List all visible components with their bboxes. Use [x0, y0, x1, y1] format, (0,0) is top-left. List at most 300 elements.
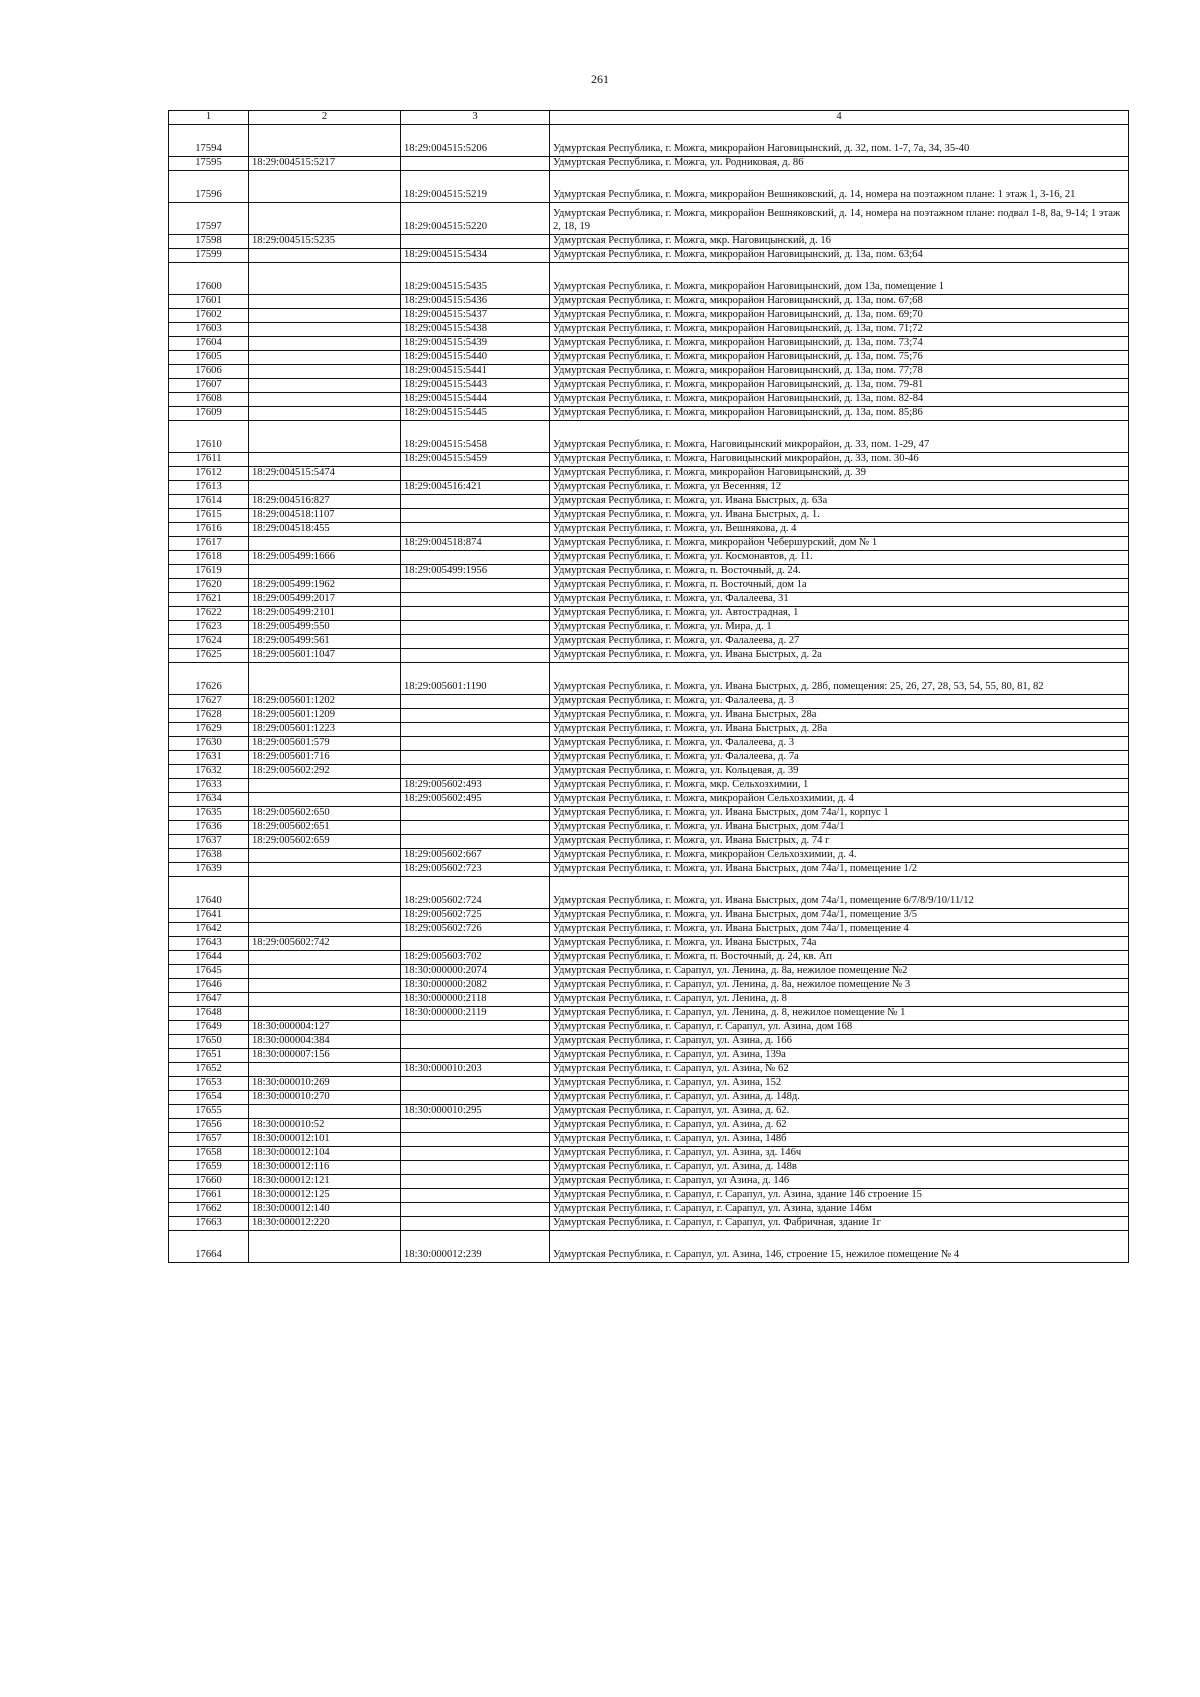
- table-row: [169, 294, 1129, 308]
- cadastral-number-building-cell: [401, 1202, 550, 1216]
- table-row: [169, 234, 1129, 248]
- cadastral-number-building-cell: [401, 1132, 550, 1146]
- row-number-cell: 17619: [169, 564, 249, 578]
- table-row: [169, 806, 1129, 820]
- cadastral-number-land-cell: 18:29:005601:579: [249, 736, 401, 750]
- table-row: [169, 862, 1129, 876]
- cadastral-number-land-cell: [249, 262, 401, 294]
- cadastral-number-building-cell: 18:29:004515:5443: [401, 378, 550, 392]
- row-number-cell: 17631: [169, 750, 249, 764]
- cadastral-number-land-cell: 18:30:000012:140: [249, 1202, 401, 1216]
- table-row: [169, 736, 1129, 750]
- address-cell: Удмуртская Республика, г. Можга, ул. Ивана Быстрых, д. 28б, помещения: 25, 26, 27, 28, 53, 54, 55, 80, 81, 82: [550, 662, 1129, 694]
- cadastral-number-building-cell: [401, 1216, 550, 1230]
- column-header-2: 2: [249, 111, 401, 125]
- cadastral-number-building-cell: 18:30:000000:2119: [401, 1006, 550, 1020]
- address-cell: Удмуртская Республика, г. Можга, микрорайон Наговицынский, д. 13а, пом. 63;64: [550, 248, 1129, 262]
- cadastral-number-building-cell: 18:30:000000:2082: [401, 978, 550, 992]
- table-row: [169, 262, 1129, 294]
- row-number-cell: 17629: [169, 722, 249, 736]
- row-number-cell: 17630: [169, 736, 249, 750]
- cadastral-number-land-cell: [249, 308, 401, 322]
- row-number-cell: 17640: [169, 876, 249, 908]
- cadastral-number-land-cell: [249, 536, 401, 550]
- row-number-cell: 17643: [169, 936, 249, 950]
- address-cell: Удмуртская Республика, г. Можга, ул. Ивана Быстрых, дом 74а/1, корпус 1: [550, 806, 1129, 820]
- table-row: [169, 1174, 1129, 1188]
- address-cell: Удмуртская Республика, г. Можга, микрорайон Наговицынский, дом 13а, помещение 1: [550, 262, 1129, 294]
- row-number-cell: 17594: [169, 124, 249, 156]
- cadastral-number-land-cell: 18:29:005601:1209: [249, 708, 401, 722]
- table-row: [169, 1202, 1129, 1216]
- cadastral-number-land-cell: [249, 294, 401, 308]
- table-row: [169, 1048, 1129, 1062]
- row-number-cell: 17646: [169, 978, 249, 992]
- cadastral-number-land-cell: [249, 248, 401, 262]
- table-row: [169, 634, 1129, 648]
- cadastral-number-building-cell: [401, 694, 550, 708]
- row-number-cell: 17653: [169, 1076, 249, 1090]
- cadastral-number-building-cell: 18:30:000012:239: [401, 1230, 550, 1262]
- table-row: [169, 336, 1129, 350]
- address-cell: Удмуртская Республика, г. Можга, ул. Ивана Быстрых, 74а: [550, 936, 1129, 950]
- table-row: [169, 722, 1129, 736]
- address-cell: Удмуртская Республика, г. Можга, Наговицынский микрорайон, д. 33, пом. 1-29, 47: [550, 420, 1129, 452]
- cadastral-number-land-cell: 18:29:004515:5474: [249, 466, 401, 480]
- row-number-cell: 17637: [169, 834, 249, 848]
- page-number: 261: [591, 72, 609, 86]
- row-number-cell: 17644: [169, 950, 249, 964]
- address-cell: Удмуртская Республика, г. Можга, микрорайон Наговицынский, д. 13а, пом. 71;72: [550, 322, 1129, 336]
- cadastral-number-building-cell: [401, 522, 550, 536]
- address-cell: Удмуртская Республика, г. Можга, микрорайон Сельхозхимии, д. 4.: [550, 848, 1129, 862]
- cadastral-number-land-cell: [249, 202, 401, 234]
- cadastral-number-building-cell: 18:29:004515:5440: [401, 350, 550, 364]
- address-cell: Удмуртская Республика, г. Сарапул, г. Сарапул, ул. Фабричная, здание 1г: [550, 1216, 1129, 1230]
- address-cell: Удмуртская Республика, г. Сарапул, ул. Азина, зд. 146ч: [550, 1146, 1129, 1160]
- row-number-cell: 17610: [169, 420, 249, 452]
- column-header-4: 4: [550, 111, 1129, 125]
- address-cell: Удмуртская Республика, г. Сарапул, ул. Азина, № 62: [550, 1062, 1129, 1076]
- cadastral-number-building-cell: 18:29:004518:874: [401, 536, 550, 550]
- cadastral-number-land-cell: [249, 876, 401, 908]
- table-row: [169, 1034, 1129, 1048]
- cadastral-number-land-cell: 18:30:000012:125: [249, 1188, 401, 1202]
- table-row: [169, 620, 1129, 634]
- cadastral-number-land-cell: 18:29:004516:827: [249, 494, 401, 508]
- table-row: [169, 322, 1129, 336]
- table-row: [169, 420, 1129, 452]
- row-number-cell: 17626: [169, 662, 249, 694]
- row-number-cell: 17652: [169, 1062, 249, 1076]
- table-row: [169, 202, 1129, 234]
- table-row: [169, 764, 1129, 778]
- cadastral-number-land-cell: 18:29:005601:1047: [249, 648, 401, 662]
- row-number-cell: 17650: [169, 1034, 249, 1048]
- cadastral-number-land-cell: 18:30:000010:52: [249, 1118, 401, 1132]
- row-number-cell: 17604: [169, 336, 249, 350]
- address-cell: Удмуртская Республика, г. Можга, ул. Космонавтов, д. 11.: [550, 550, 1129, 564]
- table-row: [169, 1160, 1129, 1174]
- cadastral-number-land-cell: 18:29:005499:1666: [249, 550, 401, 564]
- row-number-cell: 17664: [169, 1230, 249, 1262]
- cadastral-number-land-cell: 18:29:004515:5217: [249, 156, 401, 170]
- cadastral-number-building-cell: 18:29:005602:493: [401, 778, 550, 792]
- address-cell: Удмуртская Республика, г. Можга, ул. Ивана Быстрых, д. 63а: [550, 494, 1129, 508]
- address-cell: Удмуртская Республика, г. Можга, мкр. Наговицынский, д. 16: [550, 234, 1129, 248]
- row-number-cell: 17616: [169, 522, 249, 536]
- row-number-cell: 17607: [169, 378, 249, 392]
- row-number-cell: 17660: [169, 1174, 249, 1188]
- table-row: [169, 124, 1129, 156]
- address-cell: Удмуртская Республика, г. Можга, ул. Фалалеева, д. 7а: [550, 750, 1129, 764]
- cadastral-number-building-cell: [401, 834, 550, 848]
- row-number-cell: 17628: [169, 708, 249, 722]
- row-number-cell: 17641: [169, 908, 249, 922]
- cadastral-number-land-cell: [249, 908, 401, 922]
- address-cell: Удмуртская Республика, г. Сарапул, ул. Ленина, д. 8: [550, 992, 1129, 1006]
- table-row: [169, 350, 1129, 364]
- table-row: [169, 466, 1129, 480]
- cadastral-number-building-cell: [401, 620, 550, 634]
- address-cell: Удмуртская Республика, г. Можга, микрорайон Чебершурский, дом № 1: [550, 536, 1129, 550]
- address-cell: Удмуртская Республика, г. Сарапул, ул. Азина, д. 62: [550, 1118, 1129, 1132]
- table-row: [169, 1006, 1129, 1020]
- row-number-cell: 17635: [169, 806, 249, 820]
- cadastral-number-land-cell: [249, 336, 401, 350]
- cadastral-number-land-cell: [249, 848, 401, 862]
- cadastral-number-land-cell: [249, 792, 401, 806]
- row-number-cell: 17621: [169, 592, 249, 606]
- cadastral-number-land-cell: 18:30:000007:156: [249, 1048, 401, 1062]
- cadastral-number-building-cell: [401, 156, 550, 170]
- address-cell: Удмуртская Республика, г. Сарапул, г. Сарапул, ул. Азина, здание 146м: [550, 1202, 1129, 1216]
- cadastral-number-building-cell: 18:29:004516:421: [401, 480, 550, 494]
- cadastral-number-land-cell: [249, 364, 401, 378]
- table-row: [169, 1146, 1129, 1160]
- address-cell: Удмуртская Республика, г. Сарапул, г. Сарапул, ул. Азина, дом 168: [550, 1020, 1129, 1034]
- cadastral-number-building-cell: [401, 708, 550, 722]
- cadastral-number-land-cell: [249, 480, 401, 494]
- cadastral-number-building-cell: [401, 1048, 550, 1062]
- cadastral-number-land-cell: [249, 862, 401, 876]
- address-cell: Удмуртская Республика, г. Можга, ул. Родниковая, д. 86: [550, 156, 1129, 170]
- cadastral-number-land-cell: 18:29:005602:292: [249, 764, 401, 778]
- address-cell: Удмуртская Республика, г. Можга, мкр. Сельхозхимии, 1: [550, 778, 1129, 792]
- cadastral-number-building-cell: [401, 1034, 550, 1048]
- address-cell: Удмуртская Республика, г. Можга, Наговицынский микрорайон, д. 33, пом. 30-46: [550, 452, 1129, 466]
- address-cell: Удмуртская Республика, г. Сарапул, ул. Азина, д. 62.: [550, 1104, 1129, 1118]
- address-cell: Удмуртская Республика, г. Можга, п. Восточный, д. 24, кв. Ап: [550, 950, 1129, 964]
- cadastral-number-land-cell: 18:30:000012:121: [249, 1174, 401, 1188]
- cadastral-number-land-cell: [249, 564, 401, 578]
- cadastral-number-building-cell: [401, 234, 550, 248]
- table-row: [169, 992, 1129, 1006]
- cadastral-number-building-cell: [401, 578, 550, 592]
- row-number-cell: 17661: [169, 1188, 249, 1202]
- table-row: [169, 964, 1129, 978]
- cadastral-number-land-cell: [249, 1104, 401, 1118]
- cadastral-number-building-cell: [401, 1076, 550, 1090]
- row-number-cell: 17649: [169, 1020, 249, 1034]
- cadastral-number-land-cell: 18:30:000004:384: [249, 1034, 401, 1048]
- cadastral-number-building-cell: [401, 550, 550, 564]
- row-number-cell: 17595: [169, 156, 249, 170]
- cadastral-number-building-cell: [401, 1118, 550, 1132]
- row-number-cell: 17598: [169, 234, 249, 248]
- cadastral-number-building-cell: 18:29:004515:5444: [401, 392, 550, 406]
- cadastral-number-land-cell: [249, 452, 401, 466]
- row-number-cell: 17639: [169, 862, 249, 876]
- address-cell: Удмуртская Республика, г. Сарапул, ул. Азина, 146, строение 15, нежилое помещение № 4: [550, 1230, 1129, 1262]
- address-cell: Удмуртская Республика, г. Можга, ул. Ивана Быстрых, д. 74 г: [550, 834, 1129, 848]
- cadastral-number-land-cell: [249, 922, 401, 936]
- address-cell: Удмуртская Республика, г. Можга, микрорайон Вешняковский, д. 14, номера на поэтажном плане: подвал 1-8, 8а, 9-14; 1 этаж 2, 18, 19: [550, 202, 1129, 234]
- cadastral-number-building-cell: 18:29:005602:726: [401, 922, 550, 936]
- cadastral-number-building-cell: [401, 764, 550, 778]
- address-cell: Удмуртская Республика, г. Можга, ул. Ивана Быстрых, дом 74а/1, помещение 6/7/8/9/10/11/12: [550, 876, 1129, 908]
- row-number-cell: 17620: [169, 578, 249, 592]
- cadastral-number-building-cell: [401, 1174, 550, 1188]
- table-row: [169, 606, 1129, 620]
- address-cell: Удмуртская Республика, г. Сарапул, ул. Азина, д. 148д.: [550, 1090, 1129, 1104]
- table-row: [169, 834, 1129, 848]
- cadastral-number-land-cell: [249, 406, 401, 420]
- cadastral-number-land-cell: [249, 420, 401, 452]
- cadastral-number-building-cell: 18:29:005602:495: [401, 792, 550, 806]
- table-row: [169, 578, 1129, 592]
- cadastral-number-building-cell: [401, 736, 550, 750]
- address-cell: Удмуртская Республика, г. Можга, ул. Ивана Быстрых, дом 74а/1, помещение 4: [550, 922, 1129, 936]
- cadastral-number-land-cell: [249, 778, 401, 792]
- address-cell: Удмуртская Республика, г. Можга, микрорайон Наговицынский, д. 13а, пом. 69;70: [550, 308, 1129, 322]
- cadastral-number-land-cell: 18:30:000010:270: [249, 1090, 401, 1104]
- cadastral-number-land-cell: [249, 950, 401, 964]
- row-number-cell: 17609: [169, 406, 249, 420]
- row-number-cell: 17599: [169, 248, 249, 262]
- cadastral-number-building-cell: 18:29:004515:5459: [401, 452, 550, 466]
- address-cell: Удмуртская Республика, г. Можга, ул. Фалалеева, д. 3: [550, 736, 1129, 750]
- row-number-cell: 17618: [169, 550, 249, 564]
- address-cell: Удмуртская Республика, г. Можга, ул. Кольцевая, д. 39: [550, 764, 1129, 778]
- table-row: [169, 1216, 1129, 1230]
- address-cell: Удмуртская Республика, г. Можга, ул. Вешнякова, д. 4: [550, 522, 1129, 536]
- row-number-cell: 17634: [169, 792, 249, 806]
- table-row: [169, 778, 1129, 792]
- row-number-cell: 17658: [169, 1146, 249, 1160]
- address-cell: Удмуртская Республика, г. Можга, микрорайон Наговицынский, д. 13а, пом. 82-84: [550, 392, 1129, 406]
- row-number-cell: 17624: [169, 634, 249, 648]
- row-number-cell: 17632: [169, 764, 249, 778]
- cadastral-number-building-cell: [401, 606, 550, 620]
- cadastral-number-building-cell: 18:29:004515:5435: [401, 262, 550, 294]
- row-number-cell: 17638: [169, 848, 249, 862]
- row-number-cell: 17615: [169, 508, 249, 522]
- row-number-cell: 17611: [169, 452, 249, 466]
- table-row: [169, 792, 1129, 806]
- address-cell: Удмуртская Республика, г. Можга, ул. Фалалеева, 31: [550, 592, 1129, 606]
- row-number-cell: 17622: [169, 606, 249, 620]
- row-number-cell: 17625: [169, 648, 249, 662]
- cadastral-number-building-cell: 18:30:000010:203: [401, 1062, 550, 1076]
- address-cell: Удмуртская Республика, г. Можга, ул. Ивана Быстрых, дом 74а/1, помещение 3/5: [550, 908, 1129, 922]
- cadastral-number-land-cell: [249, 322, 401, 336]
- cadastral-number-land-cell: 18:29:005499:2017: [249, 592, 401, 606]
- cadastral-number-building-cell: [401, 722, 550, 736]
- row-number-cell: 17608: [169, 392, 249, 406]
- cadastral-number-building-cell: [401, 936, 550, 950]
- table-row: [169, 392, 1129, 406]
- cadastral-number-land-cell: [249, 124, 401, 156]
- cadastral-number-land-cell: 18:29:005601:1202: [249, 694, 401, 708]
- address-cell: Удмуртская Республика, г. Можга, микрорайон Наговицынский, д. 13а, пом. 85;86: [550, 406, 1129, 420]
- cadastral-number-land-cell: 18:30:000012:220: [249, 1216, 401, 1230]
- address-cell: Удмуртская Республика, г. Можга, ул. Автострадная, 1: [550, 606, 1129, 620]
- cadastral-number-land-cell: 18:30:000012:101: [249, 1132, 401, 1146]
- row-number-cell: 17606: [169, 364, 249, 378]
- table-row: [169, 156, 1129, 170]
- row-number-cell: 17663: [169, 1216, 249, 1230]
- cadastral-number-building-cell: [401, 1146, 550, 1160]
- table-row: [169, 820, 1129, 834]
- cadastral-number-building-cell: [401, 1090, 550, 1104]
- table-row: [169, 908, 1129, 922]
- row-number-cell: 17633: [169, 778, 249, 792]
- table-row: [169, 876, 1129, 908]
- cadastral-number-building-cell: 18:29:004515:5439: [401, 336, 550, 350]
- table-row: [169, 848, 1129, 862]
- cadastral-number-building-cell: 18:29:004515:5445: [401, 406, 550, 420]
- row-number-cell: 17654: [169, 1090, 249, 1104]
- address-cell: Удмуртская Республика, г. Сарапул, ул Азина, д. 146: [550, 1174, 1129, 1188]
- address-cell: Удмуртская Республика, г. Можга, п. Восточный, д. 24.: [550, 564, 1129, 578]
- cadastral-number-building-cell: [401, 820, 550, 834]
- cadastral-number-building-cell: 18:30:000010:295: [401, 1104, 550, 1118]
- cadastral-number-land-cell: 18:30:000012:104: [249, 1146, 401, 1160]
- table-row: [169, 708, 1129, 722]
- row-number-cell: 17648: [169, 1006, 249, 1020]
- row-number-cell: 17613: [169, 480, 249, 494]
- table-row: [169, 564, 1129, 578]
- cadastral-number-land-cell: 18:29:005601:1223: [249, 722, 401, 736]
- row-number-cell: 17605: [169, 350, 249, 364]
- row-number-cell: 17642: [169, 922, 249, 936]
- address-cell: Удмуртская Республика, г. Можга, микрорайон Наговицынский, д. 13а, пом. 79-81: [550, 378, 1129, 392]
- table-row: [169, 950, 1129, 964]
- cadastral-number-land-cell: [249, 378, 401, 392]
- cadastral-number-building-cell: 18:29:005602:667: [401, 848, 550, 862]
- table-row: [169, 648, 1129, 662]
- address-cell: Удмуртская Республика, г. Можга, микрорайон Сельхозхимии, д. 4: [550, 792, 1129, 806]
- cadastral-number-land-cell: 18:30:000010:269: [249, 1076, 401, 1090]
- row-number-cell: 17614: [169, 494, 249, 508]
- table-row: [169, 170, 1129, 202]
- address-cell: Удмуртская Республика, г. Можга, ул. Ивана Быстрых, дом 74а/1: [550, 820, 1129, 834]
- address-cell: Удмуртская Республика, г. Сарапул, г. Сарапул, ул. Азина, здание 146 строение 15: [550, 1188, 1129, 1202]
- address-cell: Удмуртская Республика, г. Можга, ул. Фалалеева, д. 3: [550, 694, 1129, 708]
- cadastral-number-building-cell: [401, 750, 550, 764]
- row-number-cell: 17596: [169, 170, 249, 202]
- cadastral-number-building-cell: 18:29:004515:5434: [401, 248, 550, 262]
- cadastral-number-land-cell: 18:29:005499:1962: [249, 578, 401, 592]
- cadastral-number-building-cell: 18:29:005603:702: [401, 950, 550, 964]
- address-cell: Удмуртская Республика, г. Можга, микрорайон Наговицынский, д. 13а, пом. 73;74: [550, 336, 1129, 350]
- cadastral-number-building-cell: 18:30:000000:2074: [401, 964, 550, 978]
- table-row: [169, 936, 1129, 950]
- address-cell: Удмуртская Республика, г. Можга, ул. Ивана Быстрых, 28а: [550, 708, 1129, 722]
- cadastral-number-land-cell: 18:29:005602:659: [249, 834, 401, 848]
- address-cell: Удмуртская Республика, г. Сарапул, ул. Азина, 152: [550, 1076, 1129, 1090]
- cadastral-number-land-cell: [249, 964, 401, 978]
- row-number-cell: 17645: [169, 964, 249, 978]
- table-row: [169, 308, 1129, 322]
- cadastral-number-building-cell: [401, 634, 550, 648]
- cadastral-number-building-cell: 18:29:004515:5220: [401, 202, 550, 234]
- cadastral-number-building-cell: 18:29:005499:1956: [401, 564, 550, 578]
- table-row: [169, 508, 1129, 522]
- table-row: [169, 406, 1129, 420]
- table-row: [169, 592, 1129, 606]
- cadastral-number-land-cell: [249, 662, 401, 694]
- cadastral-number-land-cell: 18:29:004515:5235: [249, 234, 401, 248]
- table-row: [169, 1132, 1129, 1146]
- cadastral-number-land-cell: [249, 978, 401, 992]
- table-row: [169, 550, 1129, 564]
- row-number-cell: 17597: [169, 202, 249, 234]
- table-row: [169, 1076, 1129, 1090]
- row-number-cell: 17651: [169, 1048, 249, 1062]
- address-cell: Удмуртская Республика, г. Можга, п. Восточный, дом 1а: [550, 578, 1129, 592]
- table-row: [169, 1020, 1129, 1034]
- address-cell: Удмуртская Республика, г. Сарапул, ул. Ленина, д. 8, нежилое помещение № 1: [550, 1006, 1129, 1020]
- row-number-cell: 17662: [169, 1202, 249, 1216]
- cadastral-number-building-cell: [401, 494, 550, 508]
- row-number-cell: 17659: [169, 1160, 249, 1174]
- cadastral-number-building-cell: 18:29:004515:5437: [401, 308, 550, 322]
- table-row: [169, 750, 1129, 764]
- cadastral-number-building-cell: [401, 1020, 550, 1034]
- table-row: [169, 662, 1129, 694]
- cadastral-number-land-cell: 18:29:005499:550: [249, 620, 401, 634]
- row-number-cell: 17657: [169, 1132, 249, 1146]
- address-cell: Удмуртская Республика, г. Можга, микрорайон Вешняковский, д. 14, номера на поэтажном плане: 1 этаж 1, 3-16, 21: [550, 170, 1129, 202]
- table-row: [169, 378, 1129, 392]
- cadastral-number-building-cell: [401, 1188, 550, 1202]
- row-number-cell: 17617: [169, 536, 249, 550]
- address-cell: Удмуртская Республика, г. Сарапул, ул. Азина, д. 166: [550, 1034, 1129, 1048]
- address-cell: Удмуртская Республика, г. Можга, ул. Фалалеева, д. 27: [550, 634, 1129, 648]
- table-row: [169, 1062, 1129, 1076]
- row-number-cell: 17601: [169, 294, 249, 308]
- table-row: [169, 1230, 1129, 1262]
- table-row: [169, 1188, 1129, 1202]
- cadastral-number-land-cell: [249, 992, 401, 1006]
- address-cell: Удмуртская Республика, г. Можга, ул. Мира, д. 1: [550, 620, 1129, 634]
- cadastral-number-building-cell: 18:29:004515:5219: [401, 170, 550, 202]
- row-number-cell: 17623: [169, 620, 249, 634]
- cadastral-number-land-cell: [249, 1062, 401, 1076]
- cadastral-number-land-cell: 18:29:005602:650: [249, 806, 401, 820]
- table-row: [169, 480, 1129, 494]
- address-cell: Удмуртская Республика, г. Можга, ул Весенняя, 12: [550, 480, 1129, 494]
- column-header-1: 1: [169, 111, 249, 125]
- cadastral-number-land-cell: [249, 350, 401, 364]
- cadastral-number-land-cell: [249, 1230, 401, 1262]
- cadastral-number-building-cell: 18:29:004515:5441: [401, 364, 550, 378]
- table-row: [169, 978, 1129, 992]
- column-header-3: 3: [401, 111, 550, 125]
- address-cell: Удмуртская Республика, г. Можга, микрорайон Наговицынский, д. 13а, пом. 77;78: [550, 364, 1129, 378]
